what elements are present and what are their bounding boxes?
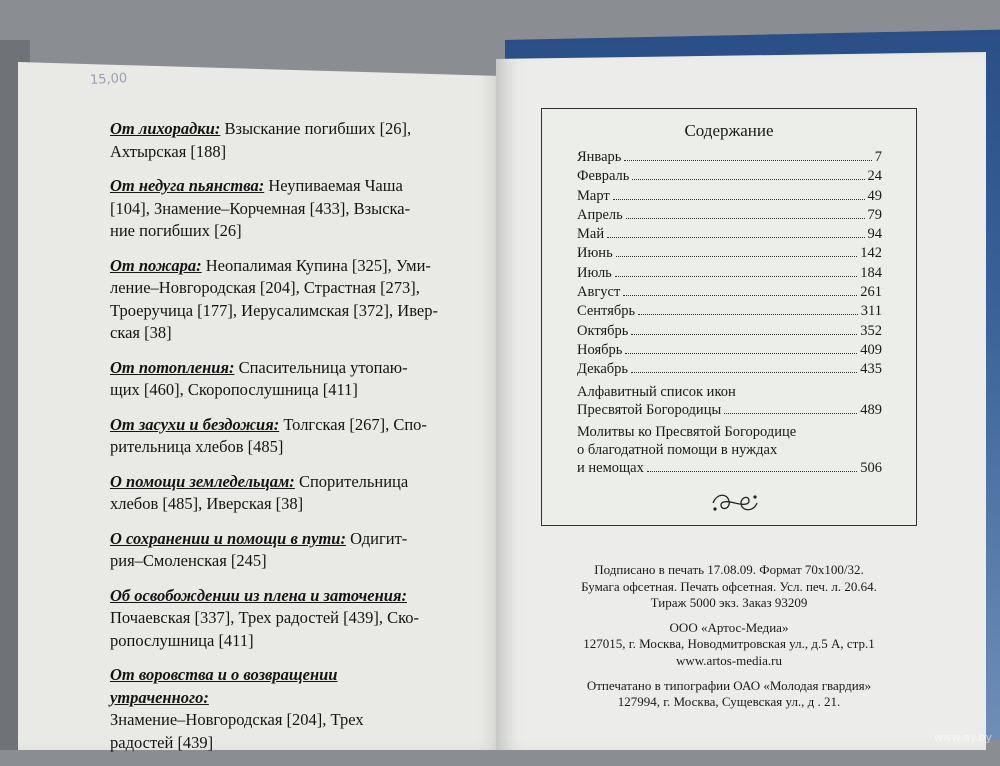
contents-label: и немощах [577,459,644,476]
leader-dots [724,413,857,414]
contents-row [577,265,882,284]
contents-page: 94 [867,226,882,243]
contents-label: Февраль [577,168,630,185]
entry-text: ропослушница [411] [110,630,254,650]
contents-row [577,245,882,264]
entry-category: От потопления: [110,357,235,377]
printer-address: 127994, г. Москва, Сущевская ул., д . 21. [617,694,841,710]
imprint-line: Подписано в печать 17.08.09. Формат 70х100/32. [594,562,864,577]
leader-dots [624,160,871,161]
entry-text: Толгская [267], Спо- [283,414,427,434]
index-entry [110,414,440,459]
leader-dots [625,353,857,354]
entry-category: О сохранении и помощи в пути: [110,528,346,548]
contents-page: 409 [860,341,882,358]
leader-dots [615,276,857,277]
index-entry [110,175,440,243]
leader-dots [638,314,858,315]
contents-label: Апрель [577,206,623,223]
entry-category: От воровства и о возвращении утраченного: [110,665,338,707]
pencil-note: 15,00 [89,71,128,88]
contents-label: Молитвы ко Пресвятой Богородице [577,423,797,440]
leader-dots [607,237,864,238]
index-entry [110,357,440,402]
contents-row [577,361,882,380]
leader-dots [616,256,858,257]
entry-text: Знамение–Новгородская [204], Трех [110,710,364,729]
contents-page: 79 [867,206,882,223]
contents-row [577,226,882,245]
publisher-website: www.artos-media.ru [675,652,782,668]
contents-row-alphabet [577,383,882,419]
leader-dots [631,372,857,373]
entry-text: рительница хлебов [485] [110,437,284,456]
entry-text: Спасительница утопаю- [238,357,408,377]
publisher-name: ООО «Артос-Медиа» [669,619,789,635]
imprint-line: Бумага офсетная. Печать офсетная. Усл. печ. л. 20.64. [581,578,877,594]
contents-label: Июль [577,264,612,281]
contents-frame [541,108,917,526]
contents-label: Август [577,284,621,301]
contents-row [577,342,882,361]
contents-title: Содержание [684,121,774,140]
contents-row [577,168,882,187]
index-entry [110,664,440,754]
contents-page: 435 [860,361,882,378]
contents-page: 49 [867,187,882,204]
site-watermark: www.ay.by [933,731,992,744]
entry-text: хлебов [485], Иверская [38] [110,494,304,513]
contents-row [577,188,882,207]
contents-page: 506 [860,459,882,476]
index-entry [110,528,440,573]
entry-category: Об освобождении из плена и заточения: [110,585,407,605]
entry-text: ление–Новгородская [204], Страстная [273], [110,278,420,297]
contents-label: Март [577,187,610,204]
leader-dots [613,199,865,200]
contents-label: Май [577,226,605,243]
contents-row [577,207,882,226]
index-entry [110,585,440,653]
contents-label: Декабрь [577,361,629,378]
contents-label: Ноябрь [577,341,623,358]
entry-text: [104], Знамение–Корчемная [433], Взыска- [110,198,411,218]
leader-dots [632,179,864,180]
contents-list [577,149,882,477]
icon-index-list [110,118,440,766]
contents-page: 7 [874,149,882,165]
contents-row [577,323,882,342]
entry-text: щих [460], Скоропослушница [411] [110,380,358,399]
entry-text: ская [38] [110,323,172,342]
leader-dots [623,295,857,296]
contents-page: 142 [860,245,882,262]
entry-category: От пожара: [110,255,202,275]
contents-label: Алфавитный список икон [577,383,736,400]
entry-category: От лихорадки: [110,119,221,138]
contents-page: 489 [860,401,882,418]
contents-page: 261 [860,284,882,301]
contents-row-prayers [577,423,882,477]
leader-dots [631,334,857,335]
imprint-block [540,562,918,711]
contents-row [577,284,882,303]
contents-page: 24 [867,168,882,185]
leader-dots [626,218,865,219]
entry-text: Ахтырская [188] [110,141,227,161]
entry-text: Неупиваемая Чаша [268,176,403,195]
publisher-address: 127015, г. Москва, Новодмитровская ул., д.5 А, стр.1 [583,636,875,652]
entry-text: Троеручица [177], Иерусалимская [372], Ивер- [110,300,438,320]
imprint-line: Тираж 5000 экз. Заказ 93209 [650,595,808,611]
entry-text: радостей [439] [110,732,214,752]
contents-label: Пресвятой Богородицы [577,401,722,418]
entry-text: Спорительница [298,471,409,491]
contents-page: 352 [860,322,882,339]
contents-label: о благодатной помощи в нуждах [577,441,778,458]
entry-text: Одигит- [350,528,408,548]
contents-row [577,303,882,322]
entry-text: Неопалимая Купина [325], Уми- [205,255,431,275]
contents-label: Октябрь [577,322,629,339]
contents-label: Июнь [577,245,613,262]
leader-dots [647,471,857,472]
contents-label: Январь [577,149,622,165]
index-entry [110,471,440,516]
index-entry [110,118,440,163]
entry-text: рия–Смоленская [245] [110,551,267,570]
entry-text: ние погибших [26] [110,221,242,240]
contents-row [577,149,882,168]
entry-text: Почаевская [337], Трех радостей [439], Ско- [110,608,420,627]
printer-name: Отпечатано в типографии ОАО «Молодая гвардия» [586,677,872,693]
contents-page: 311 [860,303,882,320]
contents-label: Сентябрь [577,303,636,320]
entry-category: О помощи земледельцам: [110,471,295,491]
flourish-ornament-icon [707,489,763,517]
entry-category: От засухи и бездожия: [110,414,280,434]
entry-text: Взыскание погибших [26], [224,119,412,138]
index-entry [110,255,440,345]
contents-page: 184 [860,264,882,281]
entry-category: От недуга пьянства: [110,176,265,195]
